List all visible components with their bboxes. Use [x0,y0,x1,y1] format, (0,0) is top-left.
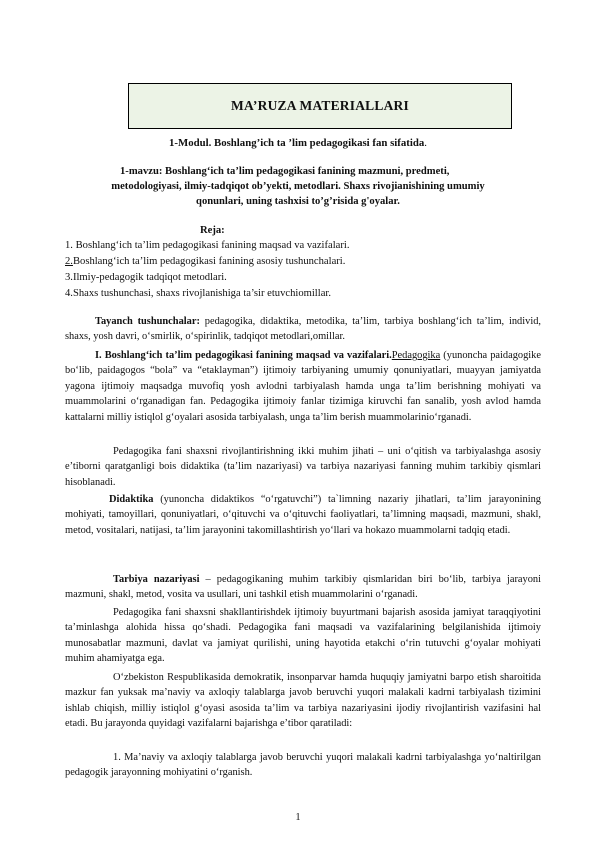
paragraph-didactics: Didaktika (yunoncha didaktikos “o‘rgatuvchi”) ta`limning nazariy jihatlari, ta’lim jarayonining mohiyati, tamoyillari, qonuniyatlari, o‘qituvchi va o‘qituvchi faoliyatlari, ta’limning maqsadi, mazmuni, shakl, metod, vositalari, natijasi, ta’lim jarayonini takomillashtirish yo‘llari va hokazo muammolarni tadqiq etadi. [65,494,541,536]
plan-heading: Reja: [200,225,225,236]
topic-line-1: 1-mavzu: Boshlang‘ich ta’lim pedagogikasi fanining mazmuni, predmeti, [120,166,450,177]
paragraph-upbringing-theory: Tarbiya nazariyasi – pedagogikaning muhim tarkibiy qismlaridan biri bo‘lib, tarbiya jarayoni mazmuni, shakl, metod, vosita va usullari, uni tashkil etish muammolarini o‘rganadi. [65,574,541,601]
plan-item-4: 4.Shaxs tushunchasi, shaxs rivojlanishiga ta’sir etuvchiomillar. [65,288,331,299]
title-box [128,83,512,129]
paragraph-uzbekistan: O‘zbekiston Respublikasida demokratik, insonparvar hamda huquqiy jamiyatni barpo etish sharoitida mazkur fan yuksak ma’naviy va axloqiy talablarga javob beruvchi yuqori malakali kadrni tarbiyalash tizimini ishlab chiqish, milliy istiqlol g‘oyasi asosida ta’lim va tarbiya nazariyasini ijodiy rivojlantirish vazifasini hal etadi. Bu jarayonda quyidagi vazifalarni bajarishga e’tibor qaratiladi: [65,672,541,730]
plan-item-1: 1. Boshlang‘ich ta’lim pedagogikasi fanining maqsad va vazifalari. [65,240,350,251]
module-title: 1-Modul. Boshlang’ich ta ’lim pedagogikasi fan sifatida. [169,137,427,149]
page-number: 1 [295,812,301,823]
lecture-materials-title: MA’RUZA MATERIALLARI [231,98,409,113]
task-1: 1. Ma’naviy va axloqiy talablarga javob beruvchi yuqori malakali kadrni tarbiyalashga yo‘naltirilgan pedagogik jarayonning mohiyatini o‘rganish. [65,752,541,779]
paragraph-society: Pedagogika fani shaxsni shakllantirishdek ijtimoiy buyurtmani bajarish asosida jamiyat taraqqiyotini ta’minlashga alohida hissa qo‘shadi. Pedagogika fani maqsadi va vazifalarining belgilanishida ijtimoiy munosabatlar mazmuni, davlat va jamiyat qurilishi, uning hayotida etakchi o‘rin tutuvchi g‘oyalar mohiyati muhim ahamiyatga ega. [65,607,541,665]
key-concepts: Tayanch tushunchalar: pedagogika, didaktika, metodika, ta’lim, tarbiya boshlang‘ich ta’lim, individ, shaxs, yosh davri, o‘smirlik, o‘spirinlik, tadqiqot metodlari,omillar. [65,316,541,343]
section-1: I. Boshlang‘ich ta’lim pedagogikasi fanining maqsad va vazifalari.Pedagogika (yunoncha paidagogike bo‘lib, paidagogos “bola” va “etaklayman”) ijtimoiy tarbiyaning umumiy qonuniyatlari, muayyan jamiyatda yagona ijtimoiy maqsadga muvofiq yosh avlodni tarbiyalash hamda unga ta’lim berishning mohiyati va muammolarini o‘rganadigan fan. Pedagogika ijtimoiy fanlar tizimiga kiruvchi fan sanalib, yosh avlod hamda kattalarni milliy istiqlol g‘oyalari asosida tarbiyalash, unga ta’lim berish muammolarinio‘rganadi. [65,350,541,423]
topic-line-2: metodologiyasi, ilmiy-tadqiqot ob’yekti, metodlari. Shaxs rivojianishining umumiy [111,181,485,192]
plan-item-2: 2.Boshlang‘ich ta’lim pedagogikasi fanining asosiy tushunchalari. [65,256,346,267]
plan-item-3: 3.Ilmiy-pedagogik tadqiqot metodlari. [65,272,227,283]
topic-line-3: qonunlari, uning tashxisi to’g’risida g'oyalar. [196,196,400,207]
paragraph-structure: Pedagogika fani shaxsni rivojlantirishning ikki muhim jihati – uni o‘qitish va tarbiyalashga asosiy e’tiborni qaratganligi bois didaktika (ta’lim nazariyasi) va tarbiya nazariyasi fanning muhim tarkibiy qismlari hisoblanadi. [65,446,541,488]
